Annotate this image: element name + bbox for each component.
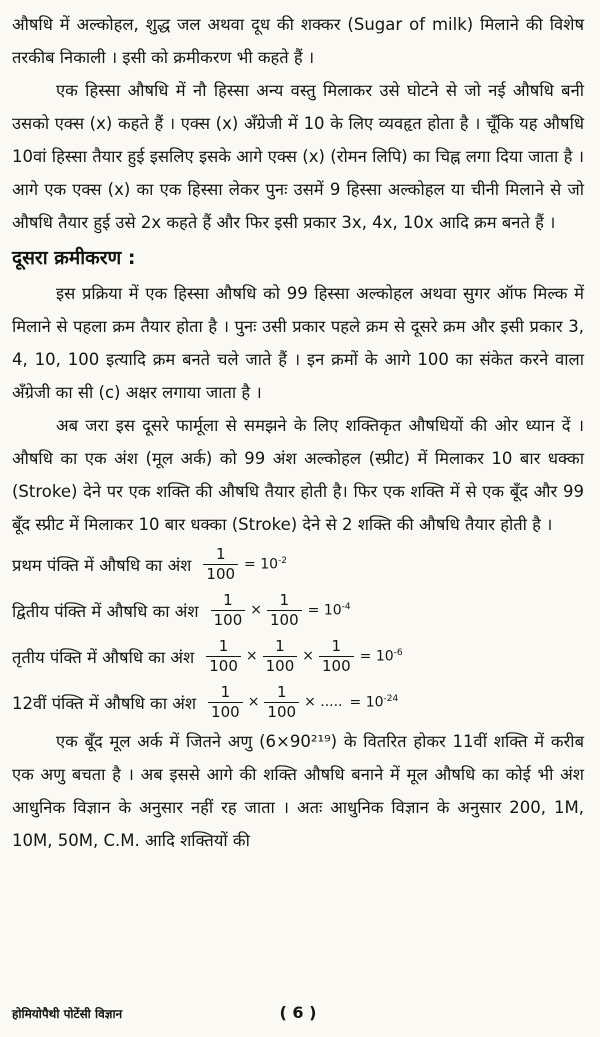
formula-result: = $10^{-24}$	[349, 693, 399, 711]
fraction: $\frac{1}{100}$	[264, 684, 299, 721]
fraction: $\frac{1}{100}$	[206, 638, 241, 675]
formula-line-4	[12, 679, 584, 725]
formula-label: प्रथम पंक्ति में औषधि का अंश	[12, 555, 192, 575]
fraction: $\frac{1}{100}$	[319, 638, 354, 675]
times-sign: ×	[250, 602, 262, 618]
times-sign: ×	[247, 694, 260, 710]
paragraph-x-scale: एक हिस्सा औषधि में नौ हिस्सा अन्य वस्तु मिलाकर उसे घोटने से जो नई औषधि बनी उसको एक्स (x) कहते हैं । एक्स (x) अँग्रेजी में 10 के लिए व्यवहृत होता है । चूँकि यह औषधि 10वां हिस्सा तैयार हुई इसलिए इसके आगे एक्स (x) (रोमन लिपि) का चिह्न लगा दिया जाता है । आगे एक एक्स (x) का एक हिस्सा लेकर पुनः उसमें 9 हिस्सा अल्कोहल या चीनी मिलाने से जो औषधि तैयार हुई उसे 2x कहते हैं और फिर इसी प्रकार 3x, 4x, 10x आदि क्रम बनते हैं ।	[12, 81, 584, 232]
formula-label: 12वीं पंक्ति में औषधि का अंश	[12, 693, 197, 713]
fraction: $\frac{1}{100}$	[267, 592, 302, 629]
formula-result: = $10^{-2}$	[244, 555, 288, 573]
formula-line-2	[12, 587, 584, 633]
paragraph-c-scale: इस प्रक्रिया में एक हिस्सा औषधि को 99 हिस्सा अल्कोहल अथवा सुगर ऑफ मिल्क में मिलाने से पहला क्रम तैयार होता है । पुनः उसी प्रकार पहले क्रम से दूसरे क्रम और इसी प्रकार 3, 4, 10, 100 इत्यादि क्रम बनते चले जाते हैं । इन क्रमों के आगे 100 का संकेत करने वाला अँग्रेजी का सी (c) अक्षर लगाया जाता है ।	[12, 284, 584, 402]
fraction: $\frac{1}{100}$	[263, 638, 298, 675]
paragraph-potency: अब जरा इस दूसरे फार्मूला से समझने के लिए शक्तिकृत औषधियों की ओर ध्यान दें । औषधि का एक अंश (मूल अर्क) को 99 अंश अल्कोहल (स्प्रीट) में मिलाकर 10 बार धक्का (Stroke) देने पर एक शक्ति की औषधि तैयार होती है। फिर एक शक्ति में से एक बूँद और 99 बूँद स्प्रीट में मिलाकर 10 बार धक्का (Stroke) देने से 2 शक्ति की औषधि तैयार होती है ।	[12, 416, 584, 534]
formula-result: = $10^{-6}$	[359, 647, 403, 665]
ellipsis: × .....	[304, 694, 343, 710]
formula-line-3	[12, 633, 584, 679]
page-number: ( 6 )	[279, 1003, 317, 1022]
book-title: होमियोपैथी पोटेंसी विज्ञान	[12, 1007, 123, 1021]
fraction: $\frac{1}{100}$	[211, 592, 246, 629]
times-sign: ×	[302, 648, 314, 664]
formula-line-1	[12, 541, 584, 587]
fraction: $\frac{1}{100}$	[203, 546, 238, 583]
formula-label: तृतीय पंक्ति में औषधि का अंश	[12, 647, 195, 667]
formula-label: द्वितीय पंक्ति में औषधि का अंश	[12, 601, 199, 621]
fraction: $\frac{1}{100}$	[208, 684, 243, 721]
times-sign: ×	[245, 648, 258, 664]
paragraph-molecules: एक बूँद मूल अर्क में जितने अणु (6×90²¹⁹) के वितरित होकर 11वीं शक्ति में करीब एक अणु बचता है । अब इससे आगे की शक्ति औषधि बनाने में मूल औषधि का कोई भी अंश आधुनिक विज्ञान के अनुसार नहीं रह जाता । अतः आधुनिक विज्ञान के अनुसार 200, 1M, 10M, 50M, C.M. आदि शक्तियों की	[12, 732, 584, 850]
section-heading: दूसरा क्रमीकरण :	[12, 247, 136, 269]
formula-result: = $10^{-4}$	[307, 601, 351, 619]
paragraph-intro: औषधि में अल्कोहल, शुद्ध जल अथवा दूध की शक्कर (Sugar of milk) मिलाने की विशेष तरकीब निकाली । इसी को क्रमीकरण भी कहते हैं ।	[12, 15, 584, 67]
page-footer	[12, 1003, 584, 1025]
